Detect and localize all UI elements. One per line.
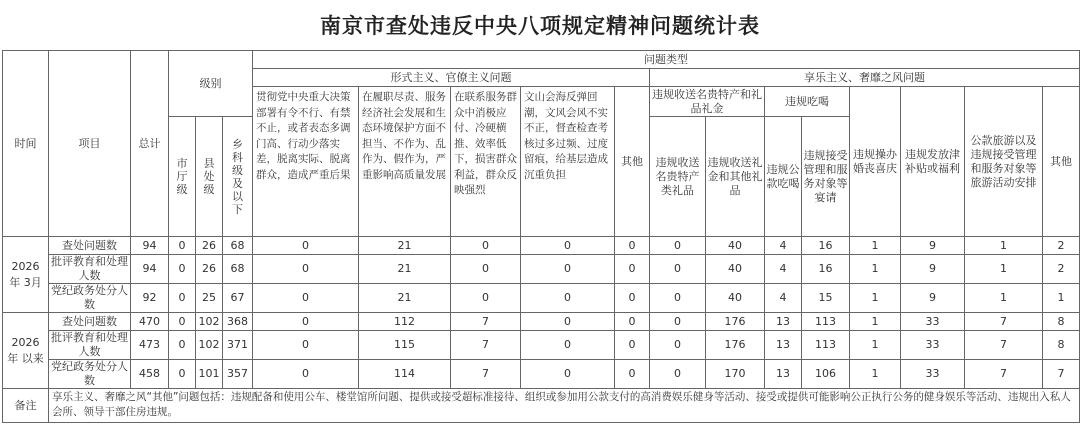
value-cell: 68 bbox=[223, 237, 253, 255]
header-formalism: 形式主义、官僚主义问题 bbox=[253, 69, 650, 87]
table-row bbox=[3, 331, 1080, 360]
value-cell: 0 bbox=[253, 331, 359, 360]
value-cell: 0 bbox=[169, 237, 196, 255]
value-cell: 0 bbox=[253, 313, 359, 331]
header-gift-group: 违规收送名贵特产和礼品礼金 bbox=[650, 87, 765, 117]
value-cell: 0 bbox=[253, 237, 359, 255]
value-cell: 13 bbox=[765, 313, 802, 331]
value-cell: 0 bbox=[253, 255, 359, 284]
value-cell: 0 bbox=[615, 313, 650, 331]
value-cell: 13 bbox=[765, 331, 802, 360]
value-cell: 176 bbox=[706, 313, 765, 331]
value-cell: 0 bbox=[451, 237, 521, 255]
header-level-county: 县处级 bbox=[196, 117, 223, 237]
value-cell: 7 bbox=[965, 360, 1043, 389]
value-cell: 113 bbox=[802, 313, 850, 331]
header-eat-group: 违规吃喝 bbox=[765, 87, 850, 117]
value-cell: 1 bbox=[850, 284, 901, 313]
value-cell: 7 bbox=[451, 313, 521, 331]
table-row bbox=[3, 284, 1080, 313]
row-item-label: 党纪政务处分人数 bbox=[49, 360, 131, 389]
value-cell: 0 bbox=[650, 255, 706, 284]
value-cell: 101 bbox=[196, 360, 223, 389]
value-cell: 176 bbox=[706, 331, 765, 360]
value-cell: 33 bbox=[901, 331, 965, 360]
value-cell: 106 bbox=[802, 360, 850, 389]
statistics-table bbox=[2, 50, 1080, 423]
value-cell: 0 bbox=[451, 284, 521, 313]
value-cell: 40 bbox=[706, 237, 765, 255]
value-cell: 67 bbox=[223, 284, 253, 313]
value-cell: 0 bbox=[521, 284, 615, 313]
table-row bbox=[3, 237, 1080, 255]
row-item-label: 批评教育和处理人数 bbox=[49, 255, 131, 284]
header-travel: 公款旅游以及违规接受管理和服务对象等旅游活动安排 bbox=[965, 87, 1043, 237]
value-cell: 7 bbox=[965, 331, 1043, 360]
value-cell: 0 bbox=[650, 237, 706, 255]
value-cell: 0 bbox=[521, 313, 615, 331]
table-row bbox=[3, 313, 1080, 331]
value-cell: 40 bbox=[706, 284, 765, 313]
header-level-city: 市厅级 bbox=[169, 117, 196, 237]
header-total: 总计 bbox=[131, 51, 169, 237]
table-body bbox=[3, 237, 1080, 389]
value-cell: 170 bbox=[706, 360, 765, 389]
value-cell: 21 bbox=[359, 237, 451, 255]
header-formalism-decision: 贯彻党中央重大决策部署有令不行、有禁不止，或者表态多调门高、行动少落实差，脱离实际、脱离群众，造成严重后果 bbox=[253, 87, 359, 237]
value-cell: 0 bbox=[615, 255, 650, 284]
value-cell: 4 bbox=[765, 255, 802, 284]
value-cell: 0 bbox=[521, 360, 615, 389]
value-cell: 1 bbox=[850, 313, 901, 331]
header-eat-banquet: 违规接受管理和服务对象等宴请 bbox=[802, 117, 850, 237]
note-label: 备注 bbox=[3, 389, 49, 423]
value-cell: 9 bbox=[901, 255, 965, 284]
value-cell: 26 bbox=[196, 255, 223, 284]
header-formalism-service: 在联系服务群众中消极应付、冷硬横推、效率低下，损害群众利益，群众反映强烈 bbox=[451, 87, 521, 237]
table-row bbox=[3, 255, 1080, 284]
value-cell: 470 bbox=[131, 313, 169, 331]
header-gift-cash: 违规收送礼金和其他礼品 bbox=[706, 117, 765, 237]
page-title: 南京市查处违反中央八项规定精神问题统计表 bbox=[320, 14, 760, 38]
value-cell: 9 bbox=[901, 237, 965, 255]
value-cell: 0 bbox=[169, 284, 196, 313]
value-cell: 0 bbox=[615, 331, 650, 360]
value-cell: 0 bbox=[451, 255, 521, 284]
value-cell: 7 bbox=[965, 313, 1043, 331]
value-cell: 0 bbox=[615, 237, 650, 255]
value-cell: 1 bbox=[965, 237, 1043, 255]
value-cell: 26 bbox=[196, 237, 223, 255]
value-cell: 114 bbox=[359, 360, 451, 389]
header-formalism-other: 其他 bbox=[615, 87, 650, 237]
value-cell: 4 bbox=[765, 237, 802, 255]
value-cell: 0 bbox=[650, 313, 706, 331]
value-cell: 0 bbox=[169, 255, 196, 284]
value-cell: 25 bbox=[196, 284, 223, 313]
header-eat-public: 违规公款吃喝 bbox=[765, 117, 802, 237]
header-formalism-meetings: 文山会海反弹回潮，文风会风不实不正，督查检查考核过多过频、过度留痕，给基层造成沉重负担 bbox=[521, 87, 615, 237]
row-item-label: 党纪政务处分人数 bbox=[49, 284, 131, 313]
value-cell: 13 bbox=[765, 360, 802, 389]
value-cell: 0 bbox=[650, 360, 706, 389]
value-cell: 1 bbox=[850, 255, 901, 284]
row-item-label: 批评教育和处理人数 bbox=[49, 331, 131, 360]
header-hedonism-other: 其他 bbox=[1043, 87, 1080, 237]
value-cell: 458 bbox=[131, 360, 169, 389]
row-item-label: 查处问题数 bbox=[49, 313, 131, 331]
row-item-label: 查处问题数 bbox=[49, 237, 131, 255]
header-time: 时间 bbox=[3, 51, 49, 237]
header-level: 级别 bbox=[169, 51, 253, 117]
period-cell: 2026 年 以来 bbox=[3, 313, 49, 389]
value-cell: 0 bbox=[615, 360, 650, 389]
value-cell: 16 bbox=[802, 237, 850, 255]
value-cell: 473 bbox=[131, 331, 169, 360]
header-wedding: 违规操办婚丧喜庆 bbox=[850, 87, 901, 237]
value-cell: 1 bbox=[1043, 284, 1080, 313]
value-cell: 7 bbox=[1043, 360, 1080, 389]
header-subsidy: 违规发放津补贴或福利 bbox=[901, 87, 965, 237]
header-formalism-duty: 在履职尽责、服务经济社会发展和生态环境保护方面不担当、不作为、乱作为、假作为，严重影响高质量发展 bbox=[359, 87, 451, 237]
value-cell: 1 bbox=[850, 237, 901, 255]
value-cell: 7 bbox=[451, 360, 521, 389]
header-hedonism: 享乐主义、奢靡之风问题 bbox=[650, 69, 1080, 87]
header-gift-specialty: 违规收送名贵特产类礼品 bbox=[650, 117, 706, 237]
table-row bbox=[3, 360, 1080, 389]
value-cell: 0 bbox=[521, 255, 615, 284]
value-cell: 0 bbox=[650, 284, 706, 313]
value-cell: 15 bbox=[802, 284, 850, 313]
value-cell: 4 bbox=[765, 284, 802, 313]
value-cell: 1 bbox=[850, 360, 901, 389]
value-cell: 2 bbox=[1043, 255, 1080, 284]
period-cell: 2026 年 3月 bbox=[3, 237, 49, 313]
value-cell: 102 bbox=[196, 313, 223, 331]
value-cell: 68 bbox=[223, 255, 253, 284]
value-cell: 21 bbox=[359, 284, 451, 313]
value-cell: 112 bbox=[359, 313, 451, 331]
value-cell: 1 bbox=[965, 255, 1043, 284]
value-cell: 94 bbox=[131, 237, 169, 255]
value-cell: 2 bbox=[1043, 237, 1080, 255]
value-cell: 33 bbox=[901, 360, 965, 389]
value-cell: 33 bbox=[901, 313, 965, 331]
header-level-township: 乡科级及以下 bbox=[223, 117, 253, 237]
value-cell: 8 bbox=[1043, 313, 1080, 331]
value-cell: 0 bbox=[169, 331, 196, 360]
value-cell: 40 bbox=[706, 255, 765, 284]
value-cell: 0 bbox=[253, 284, 359, 313]
value-cell: 113 bbox=[802, 331, 850, 360]
value-cell: 94 bbox=[131, 255, 169, 284]
value-cell: 368 bbox=[223, 313, 253, 331]
value-cell: 0 bbox=[615, 284, 650, 313]
value-cell: 371 bbox=[223, 331, 253, 360]
value-cell: 1 bbox=[850, 331, 901, 360]
value-cell: 102 bbox=[196, 331, 223, 360]
header-item: 项目 bbox=[49, 51, 131, 237]
value-cell: 92 bbox=[131, 284, 169, 313]
value-cell: 0 bbox=[521, 331, 615, 360]
header-problem-type: 问题类型 bbox=[253, 51, 1080, 69]
value-cell: 9 bbox=[901, 284, 965, 313]
note-text: 享乐主义、奢靡之风“其他”问题包括：违规配备和使用公车、楼堂馆所问题、提供或接受超标准接待、组织或参加用公款支付的高消费娱乐健身等活动、接受或提供可能影响公正执行公务的健身娱乐等活动、违规出入私人会所、领导干部住房违规。 bbox=[49, 389, 1080, 423]
value-cell: 0 bbox=[169, 360, 196, 389]
value-cell: 16 bbox=[802, 255, 850, 284]
value-cell: 7 bbox=[451, 331, 521, 360]
value-cell: 21 bbox=[359, 255, 451, 284]
value-cell: 0 bbox=[650, 331, 706, 360]
value-cell: 0 bbox=[253, 360, 359, 389]
value-cell: 357 bbox=[223, 360, 253, 389]
value-cell: 0 bbox=[169, 313, 196, 331]
value-cell: 8 bbox=[1043, 331, 1080, 360]
value-cell: 0 bbox=[521, 237, 615, 255]
value-cell: 115 bbox=[359, 331, 451, 360]
value-cell: 1 bbox=[965, 284, 1043, 313]
